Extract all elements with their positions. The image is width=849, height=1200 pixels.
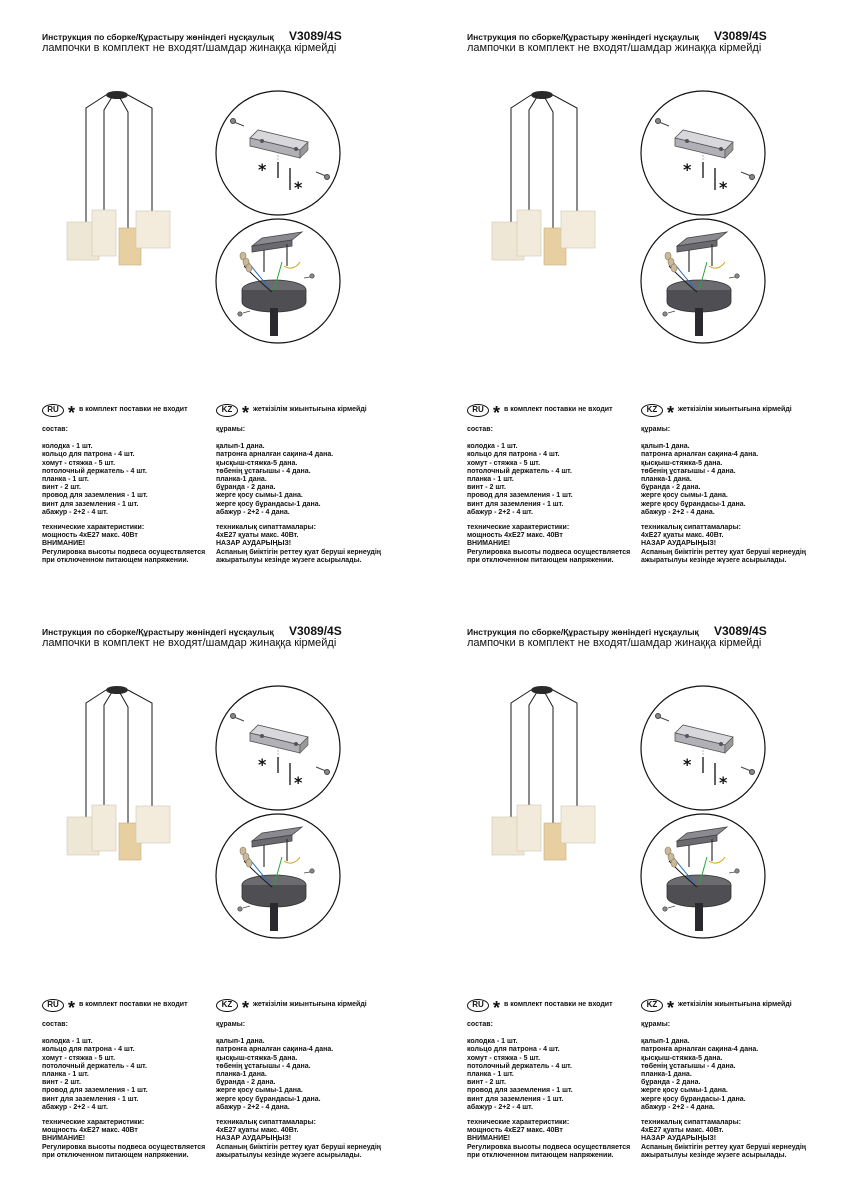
list-item: планка - 1 шт. — [42, 1071, 89, 1079]
asterisk-icon: * — [667, 403, 675, 423]
list-item: абажур - 2+2 - 4 дана. — [641, 1103, 715, 1111]
list-item: қысқыш-стяжка-5 дана. — [216, 1054, 298, 1062]
list-item: винт - 2 шт. — [467, 484, 506, 492]
list-item: жерге қосу бұрандасы-1 дана. — [216, 500, 321, 508]
ru-note: в комплект поставки не входит — [79, 405, 188, 413]
list-item: ВНИМАНИЕ! — [42, 1135, 86, 1143]
list-item: винт для заземления - 1 шт. — [42, 500, 139, 508]
list-item: абажур - 2+2 - 4 шт. — [42, 508, 108, 516]
list-item: планка - 1 шт. — [467, 476, 514, 484]
assembly-illustration — [425, 0, 849, 400]
list-item: НАЗАР АУДАРЫҢЫЗ! — [216, 540, 292, 548]
ru-specs — [42, 524, 217, 565]
mounting-bar-diagram — [641, 686, 765, 810]
list-item: төбенің ұстағышы - 4 дана. — [216, 467, 311, 475]
list-item: винт для заземления - 1 шт. — [467, 1095, 564, 1103]
ru-specs — [42, 1119, 217, 1160]
list-item: 4xE27 қуаты макс. 40Вт. — [216, 1127, 299, 1135]
model-code: V3089/4S — [289, 624, 342, 638]
canopy-wiring-diagram — [216, 219, 340, 343]
list-item: төбенің ұстағышы - 4 дана. — [641, 467, 736, 475]
list-item: кольцо для патрона - 4 шт. — [42, 451, 135, 459]
list-item: Аспаның биіктігін реттеу қуат беруші кернеудің — [641, 548, 807, 556]
kz-note: жеткізілім жиынтығына кірмейді — [253, 405, 367, 413]
asterisk-icon: * — [242, 998, 250, 1018]
list-item: бұранда - 2 дана. — [216, 1079, 276, 1087]
list-item: абажур - 2+2 - 4 шт. — [467, 508, 533, 516]
list-item: планка-1 дана. — [216, 1071, 267, 1079]
list-item: қысқыш-стяжка-5 дана. — [641, 459, 723, 467]
list-item: ажыратылуы кезінде жүзеге асырылады. — [216, 1151, 362, 1159]
list-item: жерге қосу бұрандасы-1 дана. — [641, 500, 746, 508]
list-item: қалып-1 дана. — [216, 443, 265, 451]
kz-composition-heading: құрамы: — [216, 426, 246, 433]
kz-section — [216, 403, 416, 565]
ru-specs — [467, 1119, 642, 1160]
list-item: при отключенном питающем напряжении. — [467, 556, 614, 564]
svg-text:*: * — [294, 773, 303, 792]
title-text: Инструкция по сборке/Құрастыру жөніндегі нұсқаулық — [467, 32, 699, 42]
list-item: қалып-1 дана. — [641, 443, 690, 451]
asterisk-icon: * — [493, 403, 501, 423]
ru-items — [42, 443, 217, 517]
pendant-lamp-image — [67, 91, 170, 265]
list-item: потолочный держатель - 4 шт. — [42, 467, 147, 475]
canopy-wiring-diagram — [641, 814, 765, 938]
list-item: ВНИМАНИЕ! — [467, 1135, 511, 1143]
list-item: Аспаның биіктігін реттеу қуат беруші кернеудің — [641, 1143, 807, 1151]
list-item: винт для заземления - 1 шт. — [42, 1095, 139, 1103]
list-item: провод для заземления - 1 шт. — [42, 1087, 148, 1095]
list-item: ВНИМАНИЕ! — [42, 540, 86, 548]
kz-badge: KZ — [641, 404, 663, 417]
pendant-lamp-image — [67, 686, 170, 860]
kz-section — [641, 998, 841, 1160]
pendant-lamp-image — [492, 91, 595, 265]
list-item: технические характеристики: — [467, 1119, 570, 1127]
list-item: хомут - стяжка - 5 шт. — [467, 459, 541, 467]
ru-composition-heading: состав: — [42, 426, 68, 433]
list-item: патронға арналған сақина-4 дана. — [641, 1046, 759, 1054]
list-item: 4xE27 қуаты макс. 40Вт. — [216, 532, 299, 540]
list-item: винт для заземления - 1 шт. — [467, 500, 564, 508]
list-item: потолочный держатель - 4 шт. — [467, 467, 572, 475]
list-item: қалып-1 дана. — [216, 1038, 265, 1046]
ru-section — [467, 403, 642, 565]
sheet-subtitle: лампочки в комплект не входят/шамдар жинаққа кірмейді — [42, 637, 337, 649]
model-code: V3089/4S — [714, 624, 767, 638]
list-item: мощность 4xE27 макс. 40Вт — [467, 532, 563, 540]
list-item: 4xE27 қуаты макс. 40Вт. — [641, 532, 724, 540]
list-item: технические характеристики: — [467, 524, 570, 532]
list-item: хомут - стяжка - 5 шт. — [42, 459, 116, 467]
mounting-bar-diagram — [641, 91, 765, 215]
sheet-subtitle: лампочки в комплект не входят/шамдар жинаққа кірмейді — [467, 637, 762, 649]
sheet-subtitle: лампочки в комплект не входят/шамдар жинаққа кірмейді — [42, 42, 337, 54]
list-item: абажур - 2+2 - 4 дана. — [216, 508, 290, 516]
list-item: провод для заземления - 1 шт. — [467, 492, 573, 500]
list-item: провод для заземления - 1 шт. — [42, 492, 148, 500]
list-item: техникалық сипаттамалары: — [641, 524, 741, 532]
list-item: ВНИМАНИЕ! — [467, 540, 511, 548]
ru-composition-heading: состав: — [42, 1021, 68, 1028]
list-item: ажыратылуы кезінде жүзеге асырылады. — [641, 556, 787, 564]
list-item: мощность 4xE27 макс. 40Вт — [42, 532, 138, 540]
list-item: бұранда - 2 дана. — [641, 484, 701, 492]
mounting-bar-diagram — [216, 91, 340, 215]
ru-items — [467, 1038, 642, 1112]
list-item: НАЗАР АУДАРЫҢЫЗ! — [216, 1135, 292, 1143]
canopy-wiring-diagram — [641, 219, 765, 343]
list-item: техникалық сипаттамалары: — [641, 1119, 741, 1127]
model-code: V3089/4S — [289, 29, 342, 43]
list-item: НАЗАР АУДАРЫҢЫЗ! — [641, 1135, 717, 1143]
asterisk-icon: * — [68, 403, 76, 423]
kz-badge: KZ — [216, 404, 238, 417]
list-item: планка-1 дана. — [641, 476, 692, 484]
list-item: кольцо для патрона - 4 шт. — [42, 1046, 135, 1054]
kz-badge: KZ — [641, 999, 663, 1012]
list-item: абажур - 2+2 - 4 шт. — [42, 1103, 108, 1111]
asterisk-icon: * — [667, 998, 675, 1018]
kz-specs — [641, 524, 841, 565]
list-item: при отключенном питающем напряжении. — [42, 556, 189, 564]
instruction-sheet — [0, 0, 424, 600]
list-item: абажур - 2+2 - 4 дана. — [216, 1103, 290, 1111]
kz-section — [641, 403, 841, 565]
ru-note: в комплект поставки не входит — [79, 1000, 188, 1008]
instruction-sheet — [0, 595, 424, 1195]
list-item: хомут - стяжка - 5 шт. — [467, 1054, 541, 1062]
list-item: 4xE27 қуаты макс. 40Вт. — [641, 1127, 724, 1135]
list-item: винт - 2 шт. — [42, 484, 81, 492]
list-item: жерге қосу сымы-1 дана. — [641, 1087, 728, 1095]
list-item: хомут - стяжка - 5 шт. — [42, 1054, 116, 1062]
list-item: НАЗАР АУДАРЫҢЫЗ! — [641, 540, 717, 548]
list-item: бұранда - 2 дана. — [641, 1079, 701, 1087]
kz-composition-heading: құрамы: — [216, 1021, 246, 1028]
asterisk-icon: * — [68, 998, 76, 1018]
model-code: V3089/4S — [714, 29, 767, 43]
list-item: планка - 1 шт. — [42, 476, 89, 484]
asterisk-icon: * — [242, 403, 250, 423]
mounting-bar-diagram — [216, 686, 340, 810]
list-item: жерге қосу бұрандасы-1 дана. — [216, 1095, 321, 1103]
kz-section — [216, 998, 416, 1160]
list-item: колодка - 1 шт. — [467, 1038, 518, 1046]
svg-text:*: * — [258, 755, 267, 774]
kz-note: жеткізілім жиынтығына кірмейді — [253, 1000, 367, 1008]
instruction-sheet — [425, 595, 849, 1195]
list-item: патронға арналған сақина-4 дана. — [641, 451, 759, 459]
kz-items — [216, 443, 416, 517]
ru-items — [42, 1038, 217, 1112]
list-item: винт - 2 шт. — [467, 1079, 506, 1087]
list-item: Регулировка высоты подвеса осуществляется — [467, 1143, 631, 1151]
list-item: винт - 2 шт. — [42, 1079, 81, 1087]
list-item: техникалық сипаттамалары: — [216, 1119, 316, 1127]
list-item: жерге қосу сымы-1 дана. — [641, 492, 728, 500]
list-item: планка-1 дана. — [216, 476, 267, 484]
list-item: патронға арналған сақина-4 дана. — [216, 1046, 334, 1054]
list-item: абажур - 2+2 - 4 шт. — [467, 1103, 533, 1111]
kz-items — [641, 1038, 841, 1112]
list-item: мощность 4xE27 макс. 40Вт — [467, 1127, 563, 1135]
list-item: провод для заземления - 1 шт. — [467, 1087, 573, 1095]
list-item: жерге қосу бұрандасы-1 дана. — [641, 1095, 746, 1103]
list-item: төбенің ұстағышы - 4 дана. — [216, 1062, 311, 1070]
list-item: абажур - 2+2 - 4 дана. — [641, 508, 715, 516]
list-item: планка - 1 шт. — [467, 1071, 514, 1079]
list-item: технические характеристики: — [42, 524, 145, 532]
ru-badge: RU — [467, 404, 489, 417]
svg-text:*: * — [258, 160, 267, 179]
list-item: потолочный держатель - 4 шт. — [42, 1062, 147, 1070]
ru-note: в комплект поставки не входит — [504, 405, 613, 413]
title-text: Инструкция по сборке/Құрастыру жөніндегі нұсқаулық — [467, 627, 699, 637]
list-item: Регулировка высоты подвеса осуществляется — [42, 548, 206, 556]
kz-specs — [641, 1119, 841, 1160]
svg-text:*: * — [683, 160, 692, 179]
list-item: технические характеристики: — [42, 1119, 145, 1127]
ru-specs — [467, 524, 642, 565]
list-item: Регулировка высоты подвеса осуществляется — [42, 1143, 206, 1151]
list-item: колодка - 1 шт. — [42, 1038, 93, 1046]
list-item: потолочный держатель - 4 шт. — [467, 1062, 572, 1070]
list-item: патронға арналған сақина-4 дана. — [216, 451, 334, 459]
list-item: жерге қосу сымы-1 дана. — [216, 1087, 303, 1095]
ru-section — [467, 998, 642, 1160]
list-item: бұранда - 2 дана. — [216, 484, 276, 492]
kz-items — [641, 443, 841, 517]
asterisk-icon: * — [493, 998, 501, 1018]
assembly-illustration — [425, 595, 849, 995]
list-item: қалып-1 дана. — [641, 1038, 690, 1046]
assembly-illustration — [0, 595, 424, 995]
title-text: Инструкция по сборке/Құрастыру жөніндегі нұсқаулық — [42, 32, 274, 42]
kz-badge: KZ — [216, 999, 238, 1012]
kz-specs — [216, 1119, 416, 1160]
list-item: төбенің ұстағышы - 4 дана. — [641, 1062, 736, 1070]
list-item: колодка - 1 шт. — [467, 443, 518, 451]
list-item: колодка - 1 шт. — [42, 443, 93, 451]
list-item: при отключенном питающем напряжении. — [467, 1151, 614, 1159]
kz-note: жеткізілім жиынтығына кірмейді — [678, 1000, 792, 1008]
list-item: техникалық сипаттамалары: — [216, 524, 316, 532]
ru-section — [42, 998, 217, 1160]
kz-composition-heading: құрамы: — [641, 1021, 671, 1028]
svg-text:*: * — [719, 178, 728, 197]
canopy-wiring-diagram — [216, 814, 340, 938]
list-item: қысқыш-стяжка-5 дана. — [216, 459, 298, 467]
ru-note: в комплект поставки не входит — [504, 1000, 613, 1008]
list-item: планка-1 дана. — [641, 1071, 692, 1079]
ru-items — [467, 443, 642, 517]
sheet-subtitle: лампочки в комплект не входят/шамдар жинаққа кірмейді — [467, 42, 762, 54]
svg-text:*: * — [294, 178, 303, 197]
list-item: Регулировка высоты подвеса осуществляется — [467, 548, 631, 556]
ru-composition-heading: состав: — [467, 1021, 493, 1028]
title-text: Инструкция по сборке/Құрастыру жөніндегі нұсқаулық — [42, 627, 274, 637]
list-item: мощность 4xE27 макс. 40Вт — [42, 1127, 138, 1135]
list-item: Аспаның биіктігін реттеу қуат беруші кернеудің — [216, 1143, 382, 1151]
ru-composition-heading: состав: — [467, 426, 493, 433]
list-item: кольцо для патрона - 4 шт. — [467, 451, 560, 459]
ru-badge: RU — [467, 999, 489, 1012]
list-item: при отключенном питающем напряжении. — [42, 1151, 189, 1159]
kz-items — [216, 1038, 416, 1112]
instruction-sheet — [425, 0, 849, 600]
ru-badge: RU — [42, 404, 64, 417]
list-item: Аспаның биіктігін реттеу қуат беруші кернеудің — [216, 548, 382, 556]
list-item: қысқыш-стяжка-5 дана. — [641, 1054, 723, 1062]
list-item: жерге қосу сымы-1 дана. — [216, 492, 303, 500]
list-item: ажыратылуы кезінде жүзеге асырылады. — [216, 556, 362, 564]
kz-composition-heading: құрамы: — [641, 426, 671, 433]
svg-text:*: * — [683, 755, 692, 774]
assembly-illustration — [0, 0, 424, 400]
svg-text:*: * — [719, 773, 728, 792]
list-item: ажыратылуы кезінде жүзеге асырылады. — [641, 1151, 787, 1159]
ru-section — [42, 403, 217, 565]
kz-specs — [216, 524, 416, 565]
list-item: кольцо для патрона - 4 шт. — [467, 1046, 560, 1054]
pendant-lamp-image — [492, 686, 595, 860]
ru-badge: RU — [42, 999, 64, 1012]
kz-note: жеткізілім жиынтығына кірмейді — [678, 405, 792, 413]
